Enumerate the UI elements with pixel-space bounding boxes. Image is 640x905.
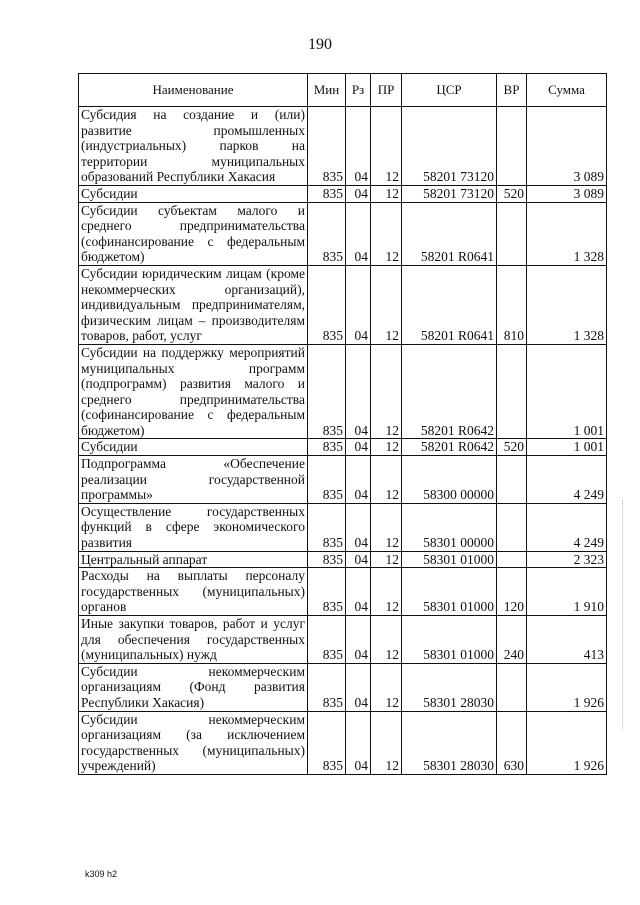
cell-name: Субсидии [79,185,308,202]
cell-vr: 520 [497,439,527,456]
cell-vr [497,456,527,504]
table-row [79,265,607,344]
cell-min: 835 [308,568,346,616]
cell-sum: 1 328 [527,202,607,265]
table-row [79,616,607,664]
cell-csr: 58301 01000 [402,551,497,568]
cell-name: Субсидия на создание и (или) развитие промышленных (индустриальных) парков на территории муниципальных образований Республики Хакасия [79,107,308,186]
cell-sum: 2 323 [527,551,607,568]
cell-csr: 58201 73120 [402,185,497,202]
cell-name: Центральный аппарат [79,551,308,568]
cell-pr: 12 [371,185,402,202]
cell-csr: 58201 R0642 [402,439,497,456]
cell-name: Расходы на выплаты персоналу государственных (муниципальных) органов [79,568,308,616]
cell-sum: 1 926 [527,711,607,774]
cell-rz: 04 [346,439,371,456]
cell-csr: 58201 73120 [402,107,497,186]
header-pr: ПР [371,74,402,107]
header-csr: ЦСР [402,74,497,107]
cell-min: 835 [308,551,346,568]
cell-min: 835 [308,456,346,504]
cell-pr: 12 [371,344,402,439]
cell-name: Субсидии некоммерческим организациям (за исключением государственных (муниципальных) учреждений) [79,711,308,774]
header-sum: Сумма [527,74,607,107]
cell-pr: 12 [371,711,402,774]
table-row [79,456,607,504]
cell-csr: 58201 R0641 [402,202,497,265]
header-name: Наименование [79,74,308,107]
cell-rz: 04 [346,107,371,186]
cell-name: Субсидии [79,439,308,456]
cell-min: 835 [308,503,346,551]
cell-rz: 04 [346,568,371,616]
cell-rz: 04 [346,503,371,551]
cell-min: 835 [308,265,346,344]
cell-rz: 04 [346,711,371,774]
cell-pr: 12 [371,456,402,504]
cell-sum: 3 089 [527,185,607,202]
cell-sum: 413 [527,616,607,664]
cell-name: Субсидии некоммерческим организациям (Фонд развития Республики Хакасия) [79,663,308,711]
cell-vr: 520 [497,185,527,202]
header-rz: Рз [346,74,371,107]
table-row [79,202,607,265]
header-vr: ВР [497,74,527,107]
cell-vr [497,551,527,568]
cell-sum: 1 926 [527,663,607,711]
cell-csr: 58300 00000 [402,456,497,504]
table-header-row [79,74,607,107]
margin-scan-marks [622,500,624,730]
cell-name: Субсидии субъектам малого и среднего предпринимательства (софинансирование с федеральным бюджетом) [79,202,308,265]
cell-pr: 12 [371,663,402,711]
cell-sum: 1 001 [527,344,607,439]
cell-name: Осуществление государственных функций в сфере экономического развития [79,503,308,551]
cell-min: 835 [308,616,346,664]
cell-pr: 12 [371,616,402,664]
table-row [79,344,607,439]
cell-sum: 4 249 [527,456,607,504]
cell-vr [497,503,527,551]
table-row [79,711,607,774]
cell-csr: 58201 R0641 [402,265,497,344]
table-row [79,107,607,186]
cell-pr: 12 [371,202,402,265]
cell-sum: 1 001 [527,439,607,456]
cell-vr: 810 [497,265,527,344]
cell-rz: 04 [346,663,371,711]
cell-sum: 3 089 [527,107,607,186]
cell-pr: 12 [371,503,402,551]
cell-name: Субсидии на поддержку мероприятий муниципальных программ (подпрограмм) развития малого и среднего предпринимательства (софинансирование с федеральным бюджетом) [79,344,308,439]
cell-csr: 58301 28030 [402,663,497,711]
footer-code: k309 h2 [85,869,118,879]
budget-table [78,73,607,775]
cell-vr [497,344,527,439]
cell-csr: 58301 01000 [402,568,497,616]
cell-rz: 04 [346,202,371,265]
cell-sum: 1 328 [527,265,607,344]
cell-rz: 04 [346,456,371,504]
cell-min: 835 [308,185,346,202]
page-number: 190 [308,36,332,53]
cell-csr: 58301 01000 [402,616,497,664]
cell-min: 835 [308,663,346,711]
cell-pr: 12 [371,551,402,568]
header-min: Мин [308,74,346,107]
cell-pr: 12 [371,439,402,456]
cell-rz: 04 [346,616,371,664]
cell-name: Субсидии юридическим лицам (кроме некоммерческих организаций), индивидуальным предпринимателям, физическим лицам – производителям товаров, работ, услуг [79,265,308,344]
cell-pr: 12 [371,568,402,616]
cell-rz: 04 [346,344,371,439]
cell-name: Иные закупки товаров, работ и услуг для обеспечения государственных (муниципальных) нужд [79,616,308,664]
cell-rz: 04 [346,185,371,202]
cell-vr: 630 [497,711,527,774]
cell-pr: 12 [371,107,402,186]
table-row [79,439,607,456]
cell-vr [497,663,527,711]
cell-rz: 04 [346,265,371,344]
cell-rz: 04 [346,551,371,568]
cell-min: 835 [308,107,346,186]
cell-min: 835 [308,344,346,439]
table-row [79,551,607,568]
cell-csr: 58301 28030 [402,711,497,774]
table-row [79,663,607,711]
cell-csr: 58201 R0642 [402,344,497,439]
cell-vr: 120 [497,568,527,616]
table-row [79,503,607,551]
cell-name: Подпрограмма «Обеспечение реализации государственной программы» [79,456,308,504]
cell-vr: 240 [497,616,527,664]
cell-pr: 12 [371,265,402,344]
cell-min: 835 [308,439,346,456]
cell-sum: 4 249 [527,503,607,551]
cell-min: 835 [308,711,346,774]
cell-csr: 58301 00000 [402,503,497,551]
table-row [79,568,607,616]
cell-vr [497,107,527,186]
table-row [79,185,607,202]
cell-min: 835 [308,202,346,265]
cell-vr [497,202,527,265]
cell-sum: 1 910 [527,568,607,616]
